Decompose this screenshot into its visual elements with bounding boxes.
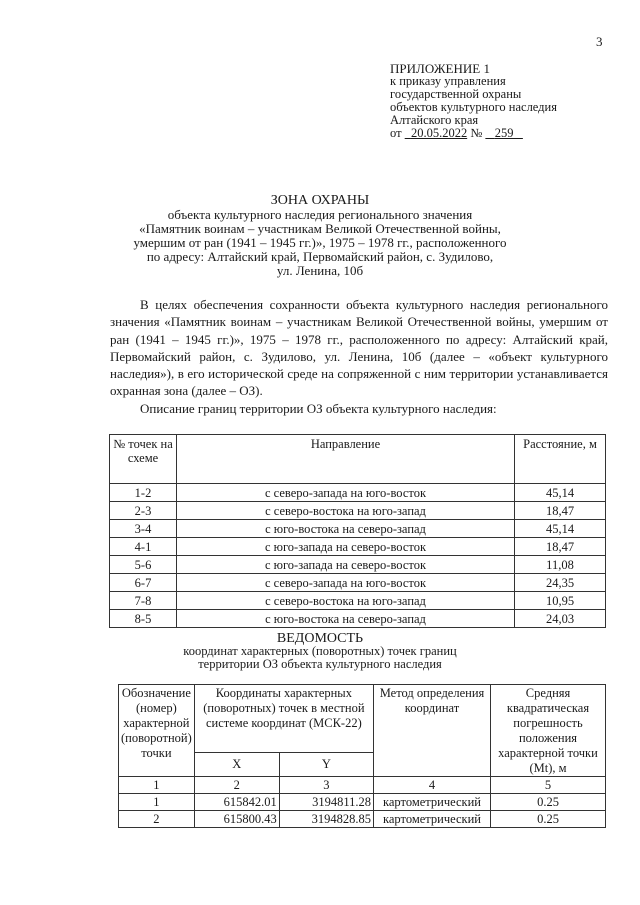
table-row [110, 484, 606, 502]
title-line: «Памятник воинам – участникам Великой Отечественной войны, [139, 221, 501, 236]
header-distance: Расстояние, м [515, 435, 606, 484]
header-point: № точек на схеме [110, 435, 177, 484]
cell-method: картометрический [374, 794, 491, 811]
order-number: 259 [494, 126, 514, 140]
col-number: 4 [374, 777, 491, 794]
cell-distance: 11,08 [515, 556, 606, 574]
cell-distance: 18,47 [515, 502, 606, 520]
cell-point: 2 [119, 811, 195, 828]
appendix-date-line [390, 127, 557, 140]
cell-direction: с северо-запада на юго-восток [177, 484, 515, 502]
cell-direction: с северо-запада на юго-восток [177, 574, 515, 592]
title-line: умершим от ран (1941 – 1945 гг.)», 1975 – 1978 гг., расположенного [133, 235, 507, 250]
cell-point: 8-5 [110, 610, 177, 628]
title-line: по адресу: Алтайский край, Первомайский район, с. Зудилово, [146, 249, 494, 264]
coordinates-table [118, 684, 606, 828]
paragraph-description: Описание границ территории ОЗ объекта культурного наследия: [140, 400, 497, 416]
paragraph-intro: В целях обеспечения сохранности объекта культурного наследия регионального значения «Памятник воинам – участникам Великой Отечественной войны, умершим от ран (1941 – 1945 гг.)», 1975 – 1978 гг., расположенного по адресу: Алтайский край, Первомайский район, с. Зудилово, ул. Ленина, 10б (далее – «объект культурного наследия»), в его исторической среде на сопряженной с ним территории устанавливается охранная зона (далее – ОЗ). [110, 297, 608, 399]
cell-point: 1 [119, 794, 195, 811]
cell-x: 615842.01 [194, 794, 279, 811]
cell-point: 7-8 [110, 592, 177, 610]
table-row [110, 610, 606, 628]
title-line: ул. Ленина, 10б [276, 263, 364, 278]
cell-distance: 24,35 [515, 574, 606, 592]
cell-direction: с северо-востока на юго-запад [177, 502, 515, 520]
table-row [110, 556, 606, 574]
cell-point: 5-6 [110, 556, 177, 574]
header-method: Метод определения координат [374, 685, 491, 777]
col-number: 1 [119, 777, 195, 794]
cell-direction: с юго-запада на северо-восток [177, 538, 515, 556]
appendix-block [390, 62, 557, 140]
appendix-title: ПРИЛОЖЕНИЕ 1 [390, 61, 490, 76]
col-number: 2 [194, 777, 279, 794]
document-title [0, 194, 640, 278]
col-number: 3 [279, 777, 373, 794]
cell-y: 3194811.28 [279, 794, 373, 811]
cell-direction: с юго-востока на северо-запад [177, 520, 515, 538]
cell-distance: 10,95 [515, 592, 606, 610]
cell-point: 4-1 [110, 538, 177, 556]
cell-point: 3-4 [110, 520, 177, 538]
title-heading: ЗОНА ОХРАНЫ [270, 193, 370, 208]
cell-method: картометрический [374, 811, 491, 828]
cell-point: 1-2 [110, 484, 177, 502]
appendix-line: объектов культурного наследия [390, 100, 557, 114]
body-text [110, 296, 608, 417]
table-row [110, 592, 606, 610]
cell-error: 0.25 [491, 794, 606, 811]
appendix-line: к приказу управления [390, 74, 506, 88]
page-number: 3 [596, 34, 603, 49]
appendix-line: государственной охраны [390, 87, 522, 101]
header-x: X [194, 752, 279, 776]
header-y: Y [279, 752, 373, 776]
cell-distance: 24,03 [515, 610, 606, 628]
cell-distance: 45,14 [515, 484, 606, 502]
cell-point: 2-3 [110, 502, 177, 520]
statement-line: координат характерных (поворотных) точек границ [183, 644, 457, 658]
statement-heading: ВЕДОМОСТЬ [276, 631, 364, 646]
cell-direction: с северо-востока на юго-запад [177, 592, 515, 610]
order-date: 20.05.2022 [410, 126, 468, 140]
title-line: объекта культурного наследия регионального значения [167, 207, 473, 222]
table-row [110, 574, 606, 592]
header-coordinates: Координаты характерных (поворотных) точек в местной системе координат (МСК-22) [194, 685, 373, 753]
cell-point: 6-7 [110, 574, 177, 592]
col-number: 5 [491, 777, 606, 794]
cell-x: 615800.43 [194, 811, 279, 828]
table-row [110, 538, 606, 556]
statement-line: территории ОЗ объекта культурного наследия [198, 657, 442, 671]
cell-error: 0.25 [491, 811, 606, 828]
cell-direction: с юго-востока на северо-запад [177, 610, 515, 628]
boundary-table [109, 434, 606, 628]
number-label: № [470, 126, 483, 140]
cell-direction: с юго-запада на северо-восток [177, 556, 515, 574]
cell-y: 3194828.85 [279, 811, 373, 828]
header-designation: Обозначение (номер) характерной (поворотной) точки [119, 685, 195, 777]
table-row [110, 502, 606, 520]
appendix-line: Алтайского края [390, 113, 479, 127]
statement-title [0, 632, 640, 671]
cell-distance: 45,14 [515, 520, 606, 538]
table-row [110, 520, 606, 538]
from-label: от [390, 126, 402, 140]
header-error: Средняя квадратическая погрешность положения характерной точки (Mt), м [491, 685, 606, 777]
table-row [119, 794, 606, 811]
header-direction: Направление [177, 435, 515, 484]
table-row [119, 811, 606, 828]
cell-distance: 18,47 [515, 538, 606, 556]
